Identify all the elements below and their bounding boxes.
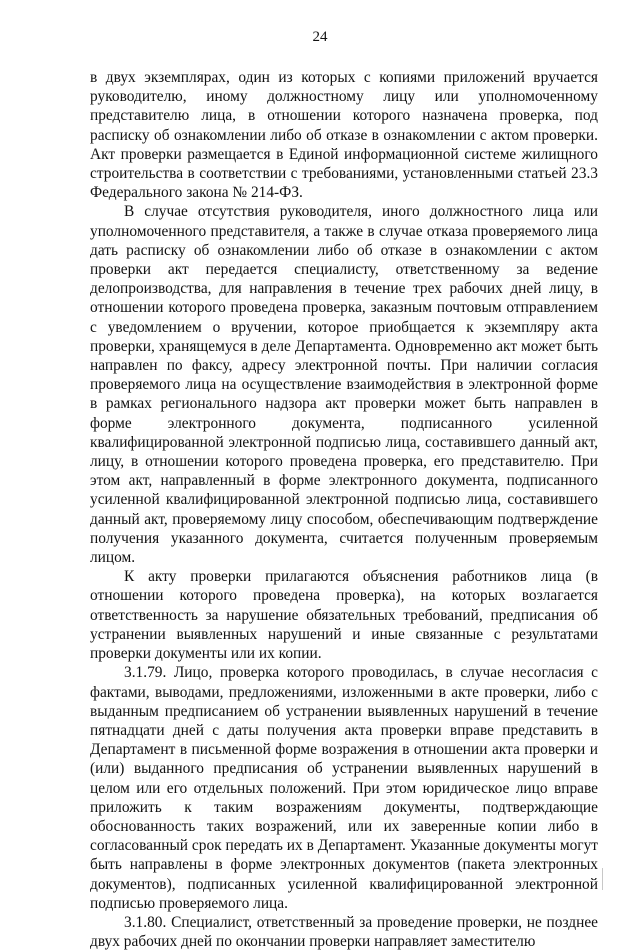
- paragraph-clause-3-1-80: 3.1.80. Специалист, ответственный за проведение проверки, не позднее двух рабочих дней по окончании проверки направляет заместителю: [90, 913, 598, 951]
- paragraph-clause-3-1-79: 3.1.79. Лицо, проверка которого проводилась, в случае несогласия с фактами, выводами, предложениями, изложенными в акте проверки, либо с выданным предписанием об устранении выявленных нарушений в течение пятнадцати дней с даты получения акта проверки вправе представить в Департамент в письменной форме возражения в отношении акта проверки и (или) выданного предписания об устранении выявленных нарушений в целом или его отдельных положений. При этом юридическое лицо вправе приложить к таким возражениям документы, подтверждающие обоснованность таких возражений, или их заверенные копии либо в согласованный срок передать их в Департамент. Указанные документы могут быть направлены в форме электронных документов (пакета электронных документов), подписанных усиленной квалифицированной электронной подписью проверяемого лица.: [90, 664, 598, 912]
- paragraph-act-attachments: К акту проверки прилагаются объяснения работников лица (в отношении которого проведена проверка), на которых возлагается ответственность за нарушение обязательных требований, предписания об устранении выявленных нарушений и иные связанные с результатами проверки документы или их копии.: [90, 568, 598, 663]
- paragraph-absence-of-head: В случае отсутствия руководителя, иного должностного лица или уполномоченного представителя, а также в случае отказа проверяемого лица дать расписку об ознакомлении либо об отказе в ознакомлении с актом проверки акт передается специалисту, ответственному за ведение делопроизводства, для направления в течение трех рабочих дней лицу, в отношении которого проведена проверка, заказным почтовым отправлением с уведомлением о вручении, которое приобщается к экземпляру акта проверки, хранящемуся в деле Департамента. Одновременно акт может быть направлен по факсу, адресу электронной почты. При наличии согласия проверяемого лица на осуществление взаимодействия в электронной форме в рамках регионального надзора акт проверки может быть направлен в форме электронного документа, подписанного усиленной квалифицированной электронной подписью лица, составившего данный акт, лицу, в отношении которого проведена проверка, его представителю. При этом акт, направленный в форме электронного документа, подписанного усиленной квалифицированной электронной подписью лица, составившего данный акт, проверяемому лицу способом, обеспечивающим подтверждение получения указанного документа, считается полученным проверяемым лицом.: [90, 203, 598, 567]
- paragraph-delivery-of-act: в двух экземплярах, один из которых с копиями приложений вручается руководителю, иному должностному лицу или уполномоченному представителю лица, в отношении которого назначена проверка, под расписку об ознакомлении либо об отказе в ознакомлении с актом проверки. Акт проверки размещается в Единой информационной системе жилищного строительства в соответствии с требованиями, установленными статьей 23.3 Федерального закона № 214-ФЗ.: [90, 69, 598, 202]
- document-body: [90, 68, 598, 951]
- scan-edge-mark: [602, 868, 603, 890]
- page-number: 24: [312, 29, 328, 45]
